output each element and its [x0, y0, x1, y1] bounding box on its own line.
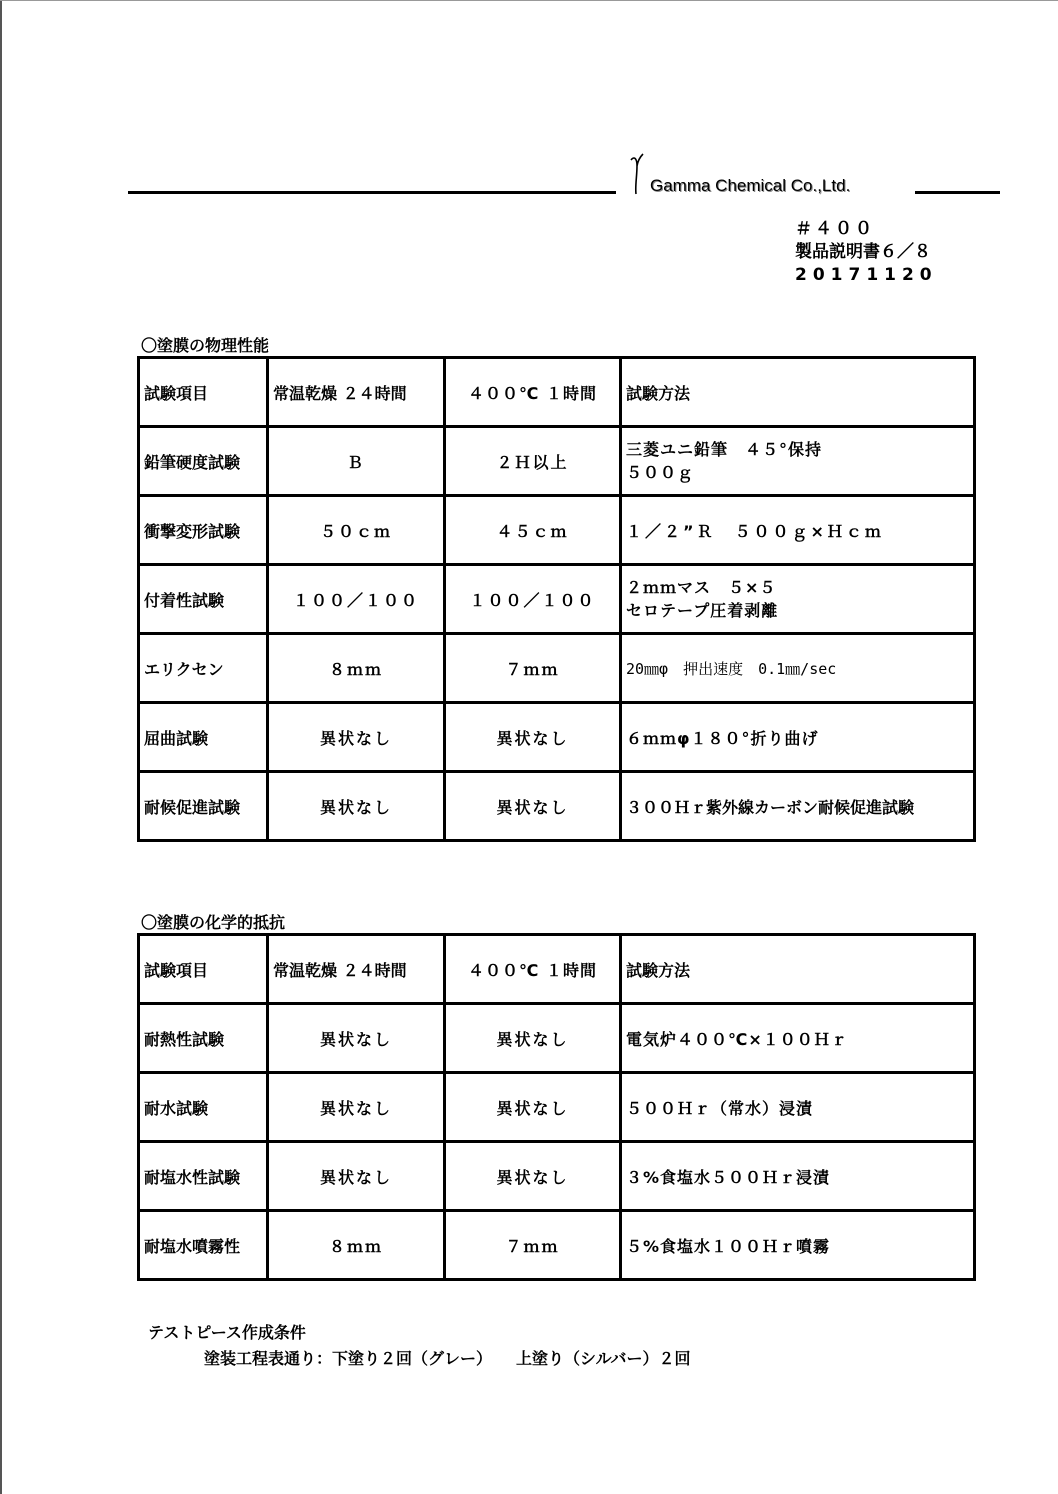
test-item: 耐熱性試験 — [139, 1004, 268, 1073]
table-row — [139, 634, 975, 703]
table-row — [139, 427, 975, 496]
method-line: ５００ｇ — [626, 463, 695, 482]
table-row — [139, 1142, 975, 1211]
table-header-row — [139, 935, 975, 1004]
header-cell: 試験項目 — [139, 358, 268, 427]
test-item: 耐水試験 — [139, 1073, 268, 1142]
method-line: セロテープ圧着剥離 — [626, 601, 779, 620]
chemical-section-title: 〇塗膜の化学的抵抗 — [141, 913, 286, 932]
test-item: 屈曲試験 — [139, 703, 268, 772]
test-method: ５%食塩水１００Ｈｒ噴霧 — [621, 1211, 975, 1280]
test-method: 電気炉４００℃×１００Ｈｒ — [621, 1004, 975, 1073]
test-piece-conditions — [148, 1320, 690, 1372]
header-cell: ４００℃ １時間 — [445, 358, 621, 427]
room-temp-result: ５０ｃｍ — [268, 496, 445, 565]
test-item: エリクセン — [139, 634, 268, 703]
test-item: 付着性試験 — [139, 565, 268, 634]
room-temp-result: 異状なし — [268, 1073, 445, 1142]
room-temp-result: 異状なし — [268, 703, 445, 772]
heated-result: 異状なし — [445, 772, 621, 841]
test-method — [621, 565, 975, 634]
room-temp-result: 異状なし — [268, 1142, 445, 1211]
header-cell: ４００℃ １時間 — [445, 935, 621, 1004]
heated-result: ４５ｃｍ — [445, 496, 621, 565]
test-item: 耐候促進試験 — [139, 772, 268, 841]
page-edge — [0, 0, 2, 1494]
table-row — [139, 1211, 975, 1280]
doc-date: 20171120 — [795, 265, 938, 285]
room-temp-result: 異状なし — [268, 1004, 445, 1073]
table-row — [139, 772, 975, 841]
test-method: １／２”Ｒ ５００ｇ×Ｈｃｍ — [621, 496, 975, 565]
table-header-row — [139, 358, 975, 427]
chemical-table — [137, 933, 976, 1281]
gamma-logo-icon — [628, 152, 646, 198]
header-cell: 試験方法 — [621, 358, 975, 427]
room-temp-result: Ｂ — [268, 427, 445, 496]
header-cell: 常温乾燥 ２４時間 — [268, 935, 445, 1004]
heated-result: ７ｍｍ — [445, 1211, 621, 1280]
conditions-title: テストピース作成条件 — [148, 1323, 306, 1342]
header-cell: 試験方法 — [621, 935, 975, 1004]
header-rule-right — [915, 191, 1000, 194]
page-edge-top — [0, 0, 1058, 1]
table-row — [139, 496, 975, 565]
test-item: 耐塩水性試験 — [139, 1142, 268, 1211]
header-cell: 常温乾燥 ２４時間 — [268, 358, 445, 427]
heated-result: ２Ｈ以上 — [445, 427, 621, 496]
test-method — [621, 634, 975, 703]
header-cell: 試験項目 — [139, 935, 268, 1004]
room-temp-result: ８ｍｍ — [268, 1211, 445, 1280]
room-temp-result: １００／１００ — [268, 565, 445, 634]
heated-result: ７ｍｍ — [445, 634, 621, 703]
test-method — [621, 427, 975, 496]
test-method: ５００Ｈｒ（常水）浸漬 — [621, 1073, 975, 1142]
table-row — [139, 703, 975, 772]
table-row — [139, 1073, 975, 1142]
conditions-line: 塗装工程表通り：下塗り２回（グレー） 上塗り（シルバー）２回 — [204, 1349, 691, 1368]
test-item: 鉛筆硬度試験 — [139, 427, 268, 496]
heated-result: 異状なし — [445, 1004, 621, 1073]
room-temp-result: 異状なし — [268, 772, 445, 841]
room-temp-result: ８ｍｍ — [268, 634, 445, 703]
company-name: Gamma Chemical Co.,Ltd. — [650, 176, 851, 195]
method-line: 三菱ユニ鉛筆 ４５°保持 — [626, 440, 823, 459]
heated-result: 異状なし — [445, 1073, 621, 1142]
test-item: 耐塩水噴霧性 — [139, 1211, 268, 1280]
heated-result: １００／１００ — [445, 565, 621, 634]
test-method: ３%食塩水５００Ｈｒ浸漬 — [621, 1142, 975, 1211]
physical-section-title: 〇塗膜の物理性能 — [141, 336, 270, 355]
heated-result: 異状なし — [445, 703, 621, 772]
method-line: ２ｍｍマス ５×５ — [626, 578, 777, 597]
table-row — [139, 1004, 975, 1073]
test-item: 衝撃変形試験 — [139, 496, 268, 565]
doc-number: ＃４００ — [795, 219, 875, 239]
header-rule-left — [128, 191, 616, 194]
heated-result: 異状なし — [445, 1142, 621, 1211]
table-row — [139, 565, 975, 634]
method-line: 20㎜φ 押出速度 0.1㎜/sec — [626, 659, 837, 678]
test-method: ３００Ｈｒ紫外線カーボン耐候促進試験 — [621, 772, 975, 841]
physical-table — [137, 356, 976, 842]
document-meta — [795, 218, 938, 287]
test-method: ６ｍｍφ１８０°折り曲げ — [621, 703, 975, 772]
doc-title: 製品説明書６／８ — [795, 242, 931, 262]
